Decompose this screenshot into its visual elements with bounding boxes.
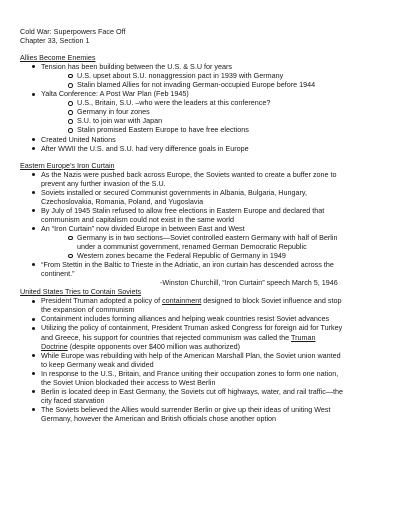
sub-bullet: Stalin promised Eastern Europe to have free elections [20, 125, 380, 134]
sub-bullet: S.U. to join war with Japan [20, 116, 380, 125]
bullet: An “Iron Curtain” now divided Europe in between East and West [20, 224, 380, 233]
bullet: The Soviets believed the Allies would surrender Berlin or give up their ideas of uniting West [20, 405, 380, 414]
bullet: While Europe was rebuilding with help of the American Marshall Plan, the Soviet union wanted [20, 351, 380, 360]
bullet-continuation [20, 342, 380, 351]
bullet-continuation: continent.” [41, 269, 75, 279]
bullet: Berlin is located deep in East Germany, the Soviets cut off highways, water, and rail traffic—the [20, 387, 380, 396]
spacer [20, 45, 380, 53]
bullet: After WWII the U.S. and S.U. had very difference goals in Europe [20, 144, 380, 153]
bullet-continuation: the Soviet Union blockaded their access to West Berlin [41, 377, 216, 387]
chapter-section: Chapter 33, Section 1 [20, 36, 90, 46]
bullet-continuation [20, 333, 380, 342]
bullet: As the Nazis were pushed back across Europe, the Soviets wanted to create a buffer zone to [20, 170, 380, 179]
quote-attribution: -Winston Churchill, “Iron Curtain” speech March 5, 1946 [160, 278, 338, 288]
text-run: and Greece, his support for countries that rejected communism was called the [41, 332, 291, 342]
sub-bullet: Germany in four zones [20, 107, 380, 116]
spacer [20, 153, 380, 161]
bullet: Soviets installed or secured Communist governments in Albania, Bulgaria, Hungary, [20, 188, 380, 197]
bullet: Utilizing the policy of containment, President Truman asked Congress for foreign aid for Turkey [20, 323, 380, 332]
bullet [20, 296, 380, 305]
bullet-continuation: Czechoslovakia, Romania, Poland, and Yugoslavia [41, 196, 204, 206]
bullet: Tension has been building between the U.S. & S.U for years [20, 62, 380, 71]
bullet-continuation: communism and capitalism could not exist in the same world [41, 214, 234, 224]
sub-bullet: U.S. upset about S.U. nonaggression pact in 1939 with Germany [20, 71, 380, 80]
text-run: (despite opponents over $400 million was authorized) [67, 341, 240, 351]
text-run: designed to block Soviet influence and stop [201, 296, 342, 306]
bullet-quote: “From Stettin in the Baltic to Trieste in the Adriatic, an iron curtain has descended across the [20, 260, 380, 269]
bullet-continuation: Germany, however the American and British officials chose another option [41, 413, 277, 423]
bullet: In response to the U.S., Britain, and France uniting their occupation zones to form one nation, [20, 369, 380, 378]
sub-bullet-continuation: under a communist government, renamed German Democratic Republic [77, 242, 307, 252]
bullet-continuation: city faced starvation [41, 395, 105, 405]
text-run: President Truman adopted a policy of [41, 296, 163, 306]
bullet: Containment includes forming alliances and helping weak countries resist Soviet advances [20, 314, 380, 323]
bullet-continuation: to keep Germany weak and divided [41, 359, 154, 369]
underlined-term: Doctrine [41, 341, 68, 351]
bullet-continuation: the expansion of communism [41, 305, 135, 315]
sub-bullet: Stalin blamed Allies for not invading German-occupied Europe before 1944 [20, 80, 380, 89]
bullet-continuation: prevent any further invasion of the S.U. [41, 178, 166, 188]
document-title: Cold War: Superpowers Face Off [20, 27, 126, 36]
bullet: By July of 1945 Stalin refused to allow free elections in Eastern Europe and declared that [20, 206, 380, 215]
bullet: Created United Nations [20, 135, 380, 144]
sub-bullet: U.S., Britain, S.U. –who were the leaders at this conference? [20, 98, 380, 107]
sub-bullet: Western zones became the Federal Republic of Germany in 1949 [20, 251, 380, 260]
bullet: Yalta Conference: A Post War Plan (Feb 1945) [20, 89, 380, 98]
underlined-term: containment [162, 296, 202, 306]
section-heading-containment: United States Tries to Contain Soviets [20, 287, 142, 297]
section-heading-iron-curtain: Eastern Europe’s Iron Curtain [20, 160, 115, 170]
section-heading-allies: Allies Become Enemies [20, 53, 96, 63]
sub-bullet: Germany is in two sections—Soviet controlled eastern Germany with half of Berlin [20, 233, 380, 242]
underlined-term: Truman [290, 332, 316, 342]
